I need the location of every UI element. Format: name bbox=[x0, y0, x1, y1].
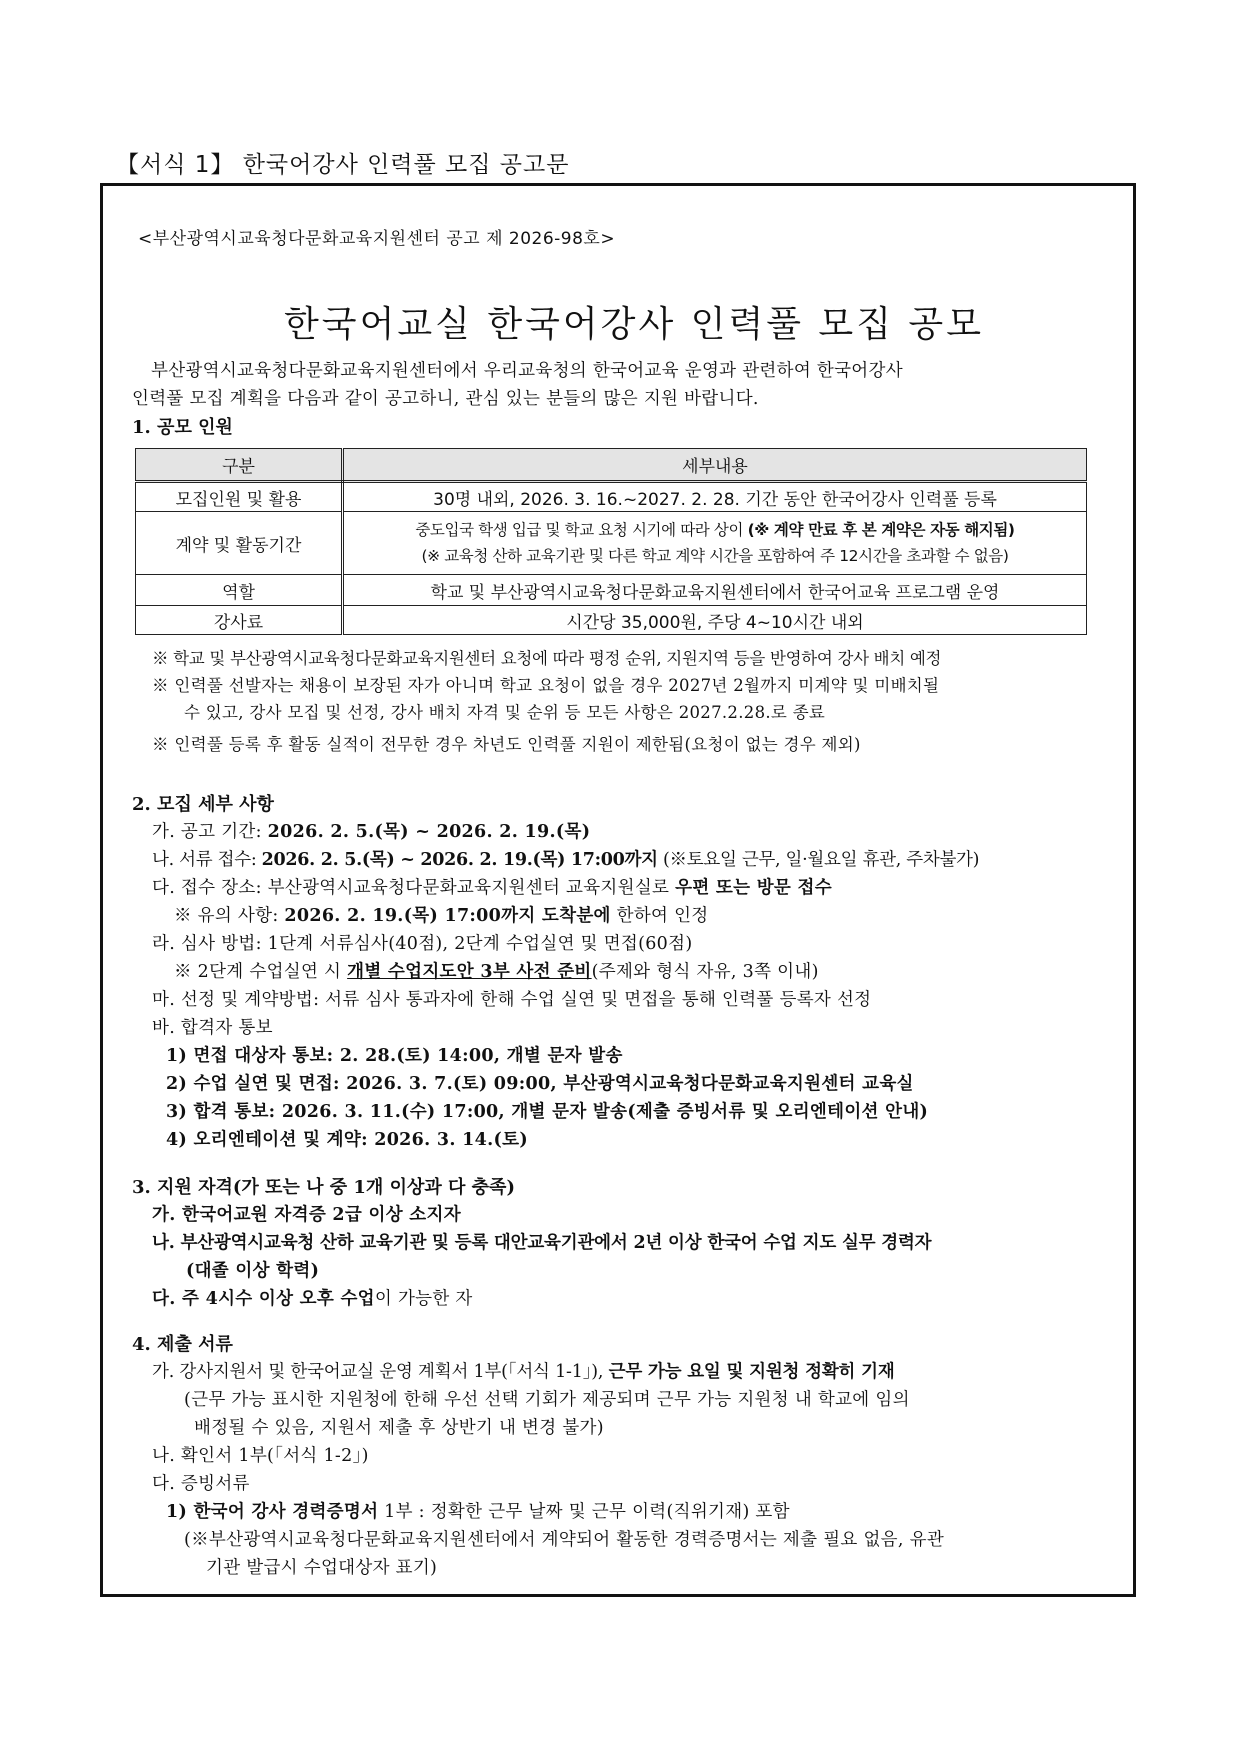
row-detail: 시간당 35,000원, 주당 4~10시간 내외 bbox=[343, 606, 1087, 635]
row-detail-line-1-bold: (※ 계약 만료 후 본 계약은 자동 해지됨) bbox=[747, 521, 1015, 539]
doc-ga bbox=[152, 1358, 895, 1383]
table-header-category: 구분 bbox=[136, 449, 343, 482]
item-note: (주제와 형식 자유, 3쪽 이내) bbox=[591, 962, 819, 982]
item-note: 1부 : 정확한 근무 날짜 및 근무 이력(직위기재) 포함 bbox=[378, 1502, 790, 1522]
doc-da-item-1 bbox=[166, 1498, 790, 1523]
qualification-da bbox=[152, 1285, 473, 1310]
recruitment-table bbox=[135, 448, 1087, 635]
section-1-heading: 1. 공모 인원 bbox=[132, 417, 233, 438]
row-label: 강사료 bbox=[136, 606, 343, 635]
item-ma: 마. 선정 및 계약방법: 서류 심사 통과자에 한해 수업 실연 및 면접을 통해 인력풀 등록자 선정 bbox=[152, 990, 872, 1010]
row-detail bbox=[343, 512, 1087, 575]
table-row bbox=[136, 482, 1087, 512]
table-row bbox=[136, 606, 1087, 635]
row-label: 모집인원 및 활용 bbox=[136, 482, 343, 512]
table-header-details: 세부내용 bbox=[343, 449, 1087, 482]
item-ra: 라. 심사 방법: 1단계 서류심사(40점), 2단계 수업실연 및 면접(60점) bbox=[152, 934, 693, 954]
table-row bbox=[136, 512, 1087, 575]
item-value: 우편 또는 방문 접수 bbox=[675, 878, 832, 898]
row-detail: 30명 내외, 2026. 3. 16.~2027. 2. 28. 기간 동안 한국어강사 인력풀 등록 bbox=[343, 482, 1087, 512]
section-3-heading: 3. 지원 자격(가 또는 나 중 1개 이상과 다 충족) bbox=[132, 1177, 515, 1198]
ba-item-3: 3) 합격 통보: 2026. 3. 11.(수) 17:00, 개별 문자 발송(제출 증빙서류 및 오리엔테이션 안내) bbox=[166, 1102, 929, 1122]
doc-da-item-1-note-1: (※부산광역시교육청다문화교육지원센터에서 계약되어 활동한 경력증명서는 제출 필요 없음, 유관 bbox=[184, 1530, 945, 1550]
item-value: 1) 한국어 강사 경력증명서 bbox=[166, 1502, 379, 1522]
item-value: 2026. 2. 5.(목) ~ 2026. 2. 19.(목) 17:00까지 bbox=[261, 850, 658, 870]
doc-da-item-1-note-2: 기관 발급시 수업대상자 표기) bbox=[206, 1558, 438, 1578]
item-value: 개별 수업지도안 3부 사전 준비 bbox=[347, 962, 592, 982]
intro-line-1: 부산광역시교육청다문화교육지원센터에서 우리교육청의 한국어교육 운영과 관련하여 한국어강사 bbox=[151, 361, 903, 381]
item-label: 다. 접수 장소: 부산광역시교육청다문화교육지원센터 교육지원실로 bbox=[152, 878, 676, 898]
row-detail-line-2: (※ 교육청 산하 교육기관 및 다른 학교 계약 시간을 포함하여 주 12시간을 초과할 수 없음) bbox=[421, 547, 1009, 565]
item-value: 근무 가능 요일 및 지원청 정확히 기재 bbox=[608, 1362, 895, 1382]
item-note: 이 가능한 자 bbox=[374, 1289, 473, 1309]
item-note: (※토요일 근무, 일·월요일 휴관, 주차불가) bbox=[657, 850, 980, 870]
doc-na: 나. 확인서 1부(「서식 1-2」) bbox=[152, 1446, 369, 1466]
row-detail: 학교 및 부산광역시교육청다문화교육지원센터에서 한국어교육 프로그램 운영 bbox=[343, 575, 1087, 606]
page-title: 한국어교실 한국어강사 인력풀 모집 공모 bbox=[284, 304, 984, 345]
item-ba: 바. 합격자 통보 bbox=[152, 1018, 273, 1038]
item-na bbox=[152, 846, 979, 871]
doc-ga-cont-2: 배정될 수 있음, 지원서 제출 후 상반기 내 변경 불가) bbox=[194, 1418, 604, 1438]
doc-da: 다. 증빙서류 bbox=[152, 1474, 250, 1494]
item-label: ※ 2단계 수업실연 시 bbox=[174, 962, 348, 982]
item-value: 2026. 2. 19.(목) 17:00까지 도착분에 bbox=[284, 906, 611, 926]
item-label: 나. 서류 접수: bbox=[152, 850, 262, 870]
item-ra-note bbox=[174, 958, 819, 983]
qualification-na: 나. 부산광역시교육청 산하 교육기관 및 등록 대안교육기관에서 2년 이상 한국어 수업 지도 실무 경력자 bbox=[152, 1233, 932, 1253]
form-label: 【서식 1】 한국어강사 인력풀 모집 공고문 bbox=[116, 152, 570, 178]
row-detail-line-1: 중도입국 학생 입급 및 학교 요청 시기에 따라 상이 bbox=[415, 521, 748, 539]
intro-line-2: 인력풀 모집 계획을 다음과 같이 공고하니, 관심 있는 분들의 많은 지원 바랍니다. bbox=[132, 389, 759, 409]
doc-ga-cont-1: (근무 가능 표시한 지원청에 한해 우선 선택 기회가 제공되며 근무 가능 지원청 내 학교에 임의 bbox=[184, 1390, 910, 1410]
item-value: 다. 주 4시수 이상 오후 수업 bbox=[152, 1289, 375, 1309]
ba-item-4: 4) 오리엔테이션 및 계약: 2026. 3. 14.(토) bbox=[166, 1130, 528, 1150]
item-label: ※ 유의 사항: bbox=[174, 906, 285, 926]
qualification-ga: 가. 한국어교원 자격증 2급 이상 소지자 bbox=[152, 1205, 461, 1225]
item-da bbox=[152, 874, 832, 899]
row-label: 역할 bbox=[136, 575, 343, 606]
ba-item-2: 2) 수업 실연 및 면접: 2026. 3. 7.(토) 09:00, 부산광역시교육청다문화교육지원센터 교육실 bbox=[166, 1074, 914, 1094]
item-da-note bbox=[174, 902, 709, 927]
row-label: 계약 및 활동기간 bbox=[136, 512, 343, 575]
table-row bbox=[136, 575, 1087, 606]
section-2-heading: 2. 모집 세부 사항 bbox=[132, 794, 274, 815]
qualification-na-cont: (대졸 이상 학력) bbox=[186, 1261, 320, 1281]
table-header-row bbox=[136, 449, 1087, 482]
section-4-heading: 4. 제출 서류 bbox=[132, 1334, 233, 1355]
item-value: 2026. 2. 5.(목) ~ 2026. 2. 19.(목) bbox=[267, 822, 591, 842]
note-2: ※ 인력풀 선발자는 채용이 보장된 자가 아니며 학교 요청이 없을 경우 2027년 2월까지 미계약 및 미배치될 bbox=[152, 676, 940, 695]
item-note: 한하여 인정 bbox=[610, 906, 709, 926]
note-1: ※ 학교 및 부산광역시교육청다문화교육지원센터 요청에 따라 평정 순위, 지원지역 등을 반영하여 강사 배치 예정 bbox=[152, 649, 942, 668]
ba-item-1: 1) 면접 대상자 통보: 2. 28.(토) 14:00, 개별 문자 발송 bbox=[166, 1046, 623, 1066]
item-ga bbox=[152, 818, 590, 843]
item-label: 가. 강사지원서 및 한국어교실 운영 계획서 1부(「서식 1-1」), bbox=[152, 1362, 609, 1382]
item-label: 가. 공고 기간: bbox=[152, 822, 268, 842]
note-3: ※ 인력풀 등록 후 활동 실적이 전무한 경우 차년도 인력풀 지원이 제한됨(요청이 없는 경우 제외) bbox=[152, 735, 861, 754]
note-2-cont: 수 있고, 강사 모집 및 선정, 강사 배치 자격 및 순위 등 모든 사항은 2027.2.28.로 종료 bbox=[184, 703, 826, 722]
notice-number: <부산광역시교육청다문화교육지원센터 공고 제 2026-98호> bbox=[138, 229, 616, 249]
